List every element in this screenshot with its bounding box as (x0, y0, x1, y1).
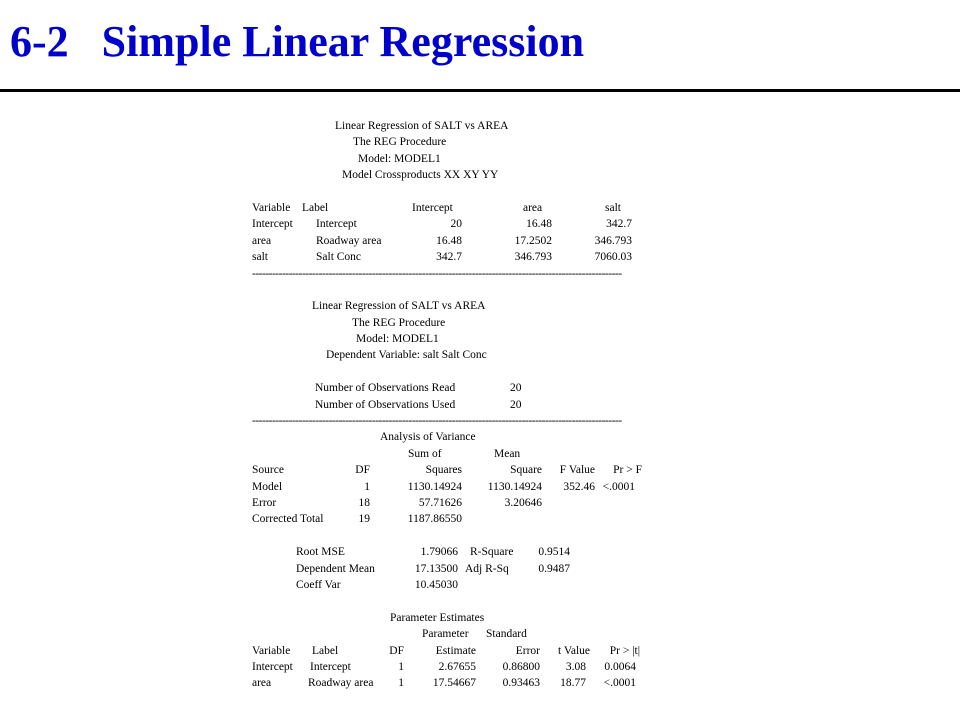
column-header: Sum of (408, 447, 442, 460)
table-row (252, 675, 652, 691)
table-cell: Salt Conc (316, 251, 362, 264)
anova-header (252, 462, 652, 478)
crossproducts-subtitle: Model Crossproducts XX XY YY (342, 169, 499, 182)
table-cell: 1 (398, 660, 404, 673)
fit-label: Adj R-Sq (465, 562, 509, 575)
column-header: Intercept (412, 201, 453, 214)
table-cell: 1130.14924 (407, 480, 462, 493)
table-cell: 1 (398, 677, 404, 690)
column-header: Estimate (435, 644, 476, 657)
dependent-variable: Dependent Variable: salt Salt Conc (326, 349, 487, 362)
table-cell: Error (252, 496, 277, 509)
column-header: Standard (486, 628, 527, 641)
table-row (252, 233, 652, 249)
table-cell: area (252, 234, 272, 247)
table-cell: 3.20646 (504, 496, 542, 509)
anova-header-top (252, 446, 652, 462)
fit-value: 1.79066 (420, 546, 458, 559)
table-cell: Corrected Total (252, 513, 324, 526)
fit-row (252, 544, 652, 560)
table-cell: 1130.14924 (487, 480, 542, 493)
params-title: Parameter Estimates (390, 611, 485, 624)
fit-value: 17.13500 (414, 562, 458, 575)
column-header: Squares (425, 464, 462, 477)
column-header: Label (302, 201, 329, 214)
fit-label: Root MSE (296, 546, 345, 559)
fit-label: R-Square (470, 546, 514, 559)
column-header: salt (605, 201, 621, 214)
column-header: Label (312, 644, 339, 657)
fit-row (252, 577, 652, 593)
table-cell: 17.2502 (514, 234, 552, 247)
table-cell: 3.08 (565, 660, 586, 673)
separator-line: --------------------------------------------------------------------------------------------------------------- (252, 267, 622, 280)
table-cell: area (252, 677, 272, 690)
table-cell: 342.7 (606, 218, 632, 231)
table-cell: Roadway area (308, 677, 374, 690)
column-header: Variable (252, 201, 291, 214)
column-header: F Value (559, 464, 595, 477)
regression-procedure: The REG Procedure (352, 316, 446, 329)
table-cell: 346.793 (514, 251, 552, 264)
regression-title: Linear Regression of SALT vs AREA (312, 300, 486, 313)
obs-read-row (252, 380, 652, 396)
table-cell: Intercept (252, 218, 293, 231)
table-cell: <.0001 (603, 677, 636, 690)
fit-label: Coeff Var (296, 578, 341, 591)
params-header-top (252, 626, 652, 642)
crossproducts-procedure: The REG Procedure (353, 136, 447, 149)
fit-row (252, 561, 652, 577)
table-cell: Intercept (252, 660, 293, 673)
table-cell: 16.48 (436, 234, 462, 247)
separator-line: --------------------------------------------------------------------------------------------------------------- (252, 415, 622, 428)
table-cell: 57.71626 (418, 496, 462, 509)
table-cell: 17.54667 (432, 677, 476, 690)
crossproducts-title: Linear Regression of SALT vs AREA (335, 120, 509, 132)
column-header: t Value (557, 644, 590, 657)
fit-label: Dependent Mean (296, 562, 375, 575)
table-row (252, 511, 652, 527)
fit-value: 0.9487 (538, 562, 570, 575)
table-cell: 18 (358, 496, 370, 509)
table-row (252, 495, 652, 511)
table-cell: 2.67655 (438, 660, 476, 673)
column-header: Parameter (422, 628, 469, 641)
obs-used-value: 20 (510, 398, 522, 411)
table-row (252, 249, 652, 265)
sas-output (252, 118, 652, 692)
crossproducts-model: Model: MODEL1 (358, 152, 441, 165)
table-cell: 20 (450, 218, 462, 231)
title-rule (0, 89, 960, 92)
table-cell: Model (252, 480, 283, 493)
table-cell: Intercept (310, 660, 351, 673)
table-cell: 352.46 (563, 480, 595, 493)
column-header: Variable (252, 644, 291, 657)
column-header: DF (355, 464, 370, 477)
table-cell: <.0001 (602, 480, 635, 493)
table-cell: Intercept (316, 218, 357, 231)
table-cell: 0.86800 (502, 660, 540, 673)
column-header: Mean (494, 447, 521, 460)
column-header: Pr > F (613, 464, 642, 477)
column-header: Square (510, 464, 542, 477)
table-cell: salt (252, 251, 268, 264)
fit-value: 10.45030 (414, 578, 458, 591)
anova-title: Analysis of Variance (380, 431, 476, 444)
table-cell: 19 (358, 513, 370, 526)
table-cell: Roadway area (316, 234, 382, 247)
obs-used-label: Number of Observations Used (315, 398, 456, 411)
crossproducts-header (252, 200, 652, 216)
table-cell: 346.793 (594, 234, 632, 247)
params-header (252, 643, 652, 659)
column-header: DF (389, 644, 404, 657)
slide-title: 6-2 Simple Linear Regression (10, 17, 585, 66)
column-header: Pr > |t| (609, 644, 640, 657)
table-cell: 342.7 (436, 251, 462, 264)
table-cell: 18.77 (560, 677, 586, 690)
table-cell: 1187.86550 (407, 513, 462, 526)
column-header: area (523, 201, 543, 214)
table-row (252, 216, 652, 232)
obs-read-value: 20 (510, 382, 522, 395)
table-cell: 16.48 (526, 218, 552, 231)
column-header: Source (252, 464, 284, 477)
table-cell: 0.93463 (502, 677, 540, 690)
fit-value: 0.9514 (538, 546, 570, 559)
table-cell: 7060.03 (594, 251, 632, 264)
obs-used-row (252, 397, 652, 413)
table-cell: 0.0064 (604, 660, 636, 673)
table-row (252, 659, 652, 675)
table-row (252, 479, 652, 495)
obs-read-label: Number of Observations Read (315, 382, 456, 395)
table-cell: 1 (364, 480, 370, 493)
regression-model: Model: MODEL1 (356, 333, 439, 346)
column-header: Error (515, 644, 540, 657)
